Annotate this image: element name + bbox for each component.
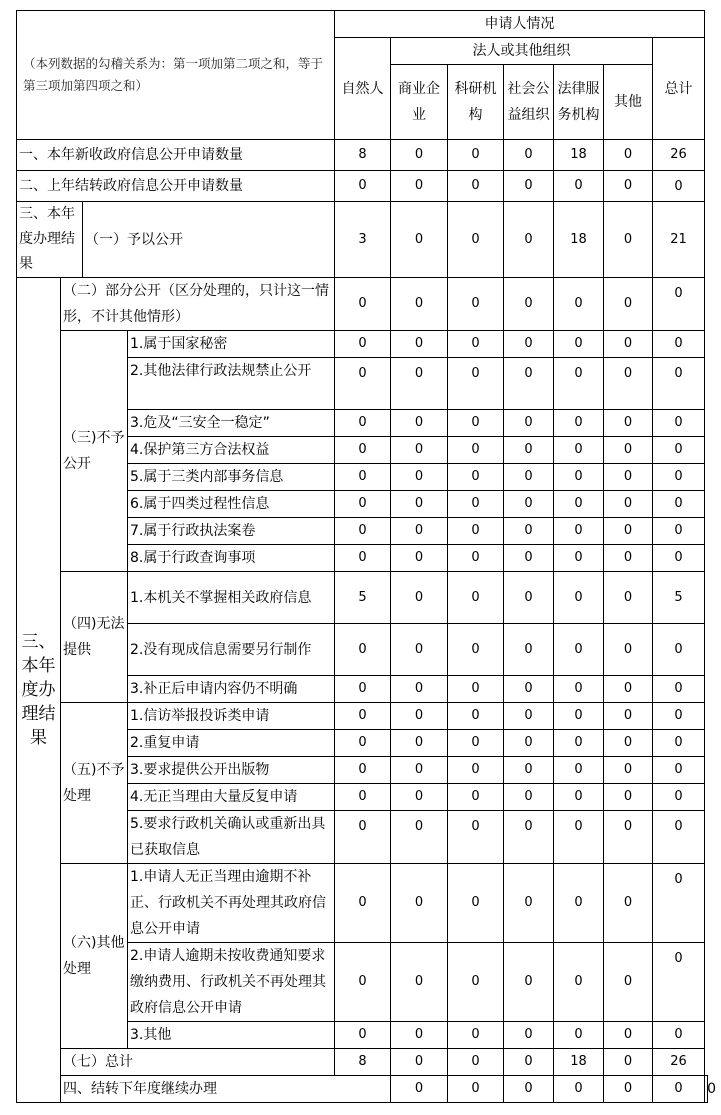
- cell: 0: [653, 943, 705, 1022]
- cell: 0: [604, 811, 653, 864]
- cell: 0: [653, 410, 705, 437]
- cell: 0: [604, 410, 653, 437]
- header-research: 科研机构: [448, 65, 504, 140]
- cell: 0: [391, 278, 448, 331]
- cell: 0: [554, 1076, 604, 1103]
- cell: 0: [391, 757, 448, 784]
- row-label: 4.保护第三方合法权益: [128, 437, 335, 464]
- row-label: 四、结转下年度继续办理: [61, 1076, 391, 1103]
- cell: 0: [448, 1076, 504, 1103]
- cell: 8: [335, 140, 391, 171]
- cell: 0: [604, 757, 653, 784]
- cell: 0: [448, 676, 504, 703]
- cell: 0: [554, 730, 604, 757]
- cell: 18: [554, 1049, 604, 1076]
- cell: 0: [554, 491, 604, 518]
- cell: 0: [604, 437, 653, 464]
- cell: 0: [391, 1049, 448, 1076]
- row-label: 2.没有现成信息需要另行制作: [128, 624, 335, 676]
- cell: 0: [604, 784, 653, 811]
- cell: 0: [504, 757, 554, 784]
- cell: 0: [653, 545, 705, 572]
- cell: 0: [653, 331, 705, 358]
- table-row: [17, 140, 708, 171]
- cell: 0: [335, 171, 391, 202]
- table-row: [17, 864, 708, 943]
- cell: 0: [504, 410, 554, 437]
- row-label: 二、上年结转政府信息公开申请数量: [17, 171, 335, 202]
- row-label: 7.属于行政执法案卷: [128, 518, 335, 545]
- cell: 0: [554, 518, 604, 545]
- cell: 0: [391, 171, 448, 202]
- group-label-other-processing: （六)其他处理: [61, 864, 128, 1049]
- cell: 0: [504, 1076, 554, 1103]
- cell: 0: [391, 140, 448, 171]
- cell: 0: [604, 730, 653, 757]
- cell: 0: [448, 140, 504, 171]
- cell: 0: [448, 171, 504, 202]
- cell: 0: [653, 464, 705, 491]
- cell: 0: [504, 864, 554, 943]
- section3-top-label: 三、本年度办理结果: [17, 202, 83, 278]
- cell: 0: [554, 572, 604, 624]
- cell: 0: [653, 1022, 705, 1049]
- cell: 0: [653, 676, 705, 703]
- row-label: 6.属于四类过程性信息: [128, 491, 335, 518]
- row-label: 3.危及“三安全一稳定”: [128, 410, 335, 437]
- cell: 0: [448, 545, 504, 572]
- cell: 0: [391, 1022, 448, 1049]
- cell: 0: [554, 545, 604, 572]
- table-row: [17, 171, 708, 202]
- cell: 0: [604, 864, 653, 943]
- cell: 0: [554, 703, 604, 730]
- cell: 0: [391, 331, 448, 358]
- cell: 18: [554, 140, 604, 171]
- cell: 0: [504, 518, 554, 545]
- group-label-cannot-provide: （四)无法提供: [61, 572, 128, 703]
- cell: 0: [604, 1076, 653, 1103]
- section3-left-label: 三、本年度办理结果: [17, 278, 61, 1103]
- cell: 0: [335, 730, 391, 757]
- cell: 0: [448, 757, 504, 784]
- row-label: 1.属于国家秘密: [128, 331, 335, 358]
- cell: 0: [653, 358, 705, 410]
- header-business: 商业企业: [391, 65, 448, 140]
- cell: 0: [604, 278, 653, 331]
- table-row: [17, 202, 708, 278]
- cell: 0: [554, 437, 604, 464]
- cell: 0: [335, 358, 391, 410]
- cell: 0: [448, 1049, 504, 1076]
- cell: 0: [504, 1022, 554, 1049]
- cell: 0: [391, 410, 448, 437]
- cell: 0: [448, 464, 504, 491]
- cell: 0: [448, 358, 504, 410]
- cell: 0: [554, 811, 604, 864]
- cell: 0: [604, 464, 653, 491]
- cell: 0: [504, 572, 554, 624]
- cell: 0: [653, 703, 705, 730]
- cell: 0: [604, 943, 653, 1022]
- table-row: [17, 278, 708, 331]
- disclosure-stats-table: [16, 10, 717, 1103]
- cell: 0: [448, 784, 504, 811]
- cell: 26: [653, 1049, 705, 1076]
- cell: 0: [335, 278, 391, 331]
- row-label: 2.申请人逾期未按收费通知要求缴纳费用、行政机关不再处理其政府信息公开申请: [128, 943, 335, 1022]
- cell: 0: [504, 624, 554, 676]
- cell: 0: [604, 703, 653, 730]
- cell: 0: [335, 437, 391, 464]
- cell: 0: [554, 943, 604, 1022]
- header-legal-and-other: 法人或其他组织: [391, 38, 653, 65]
- cell: 0: [604, 518, 653, 545]
- cell: 0: [448, 410, 504, 437]
- header-other: 其他: [604, 65, 653, 140]
- cell: 0: [604, 331, 653, 358]
- row-label: 5.要求行政机关确认或重新出具已获取信息: [128, 811, 335, 864]
- cell: 0: [448, 730, 504, 757]
- cell: 0: [554, 464, 604, 491]
- row-label: 5.属于三类内部事务信息: [128, 464, 335, 491]
- cell: 0: [504, 545, 554, 572]
- table-note: （本列数据的勾稽关系为：第一项加第二项之和，等于第三项加第四项之和）: [17, 11, 335, 140]
- cell: 0: [335, 545, 391, 572]
- cell: 0: [391, 202, 448, 278]
- row-label: 一、本年新收政府信息公开申请数量: [17, 140, 335, 171]
- row-label: （一）予以公开: [83, 202, 335, 278]
- cell: 0: [391, 358, 448, 410]
- row-label: 2.其他法律行政法规禁止公开: [128, 358, 335, 410]
- cell: 0: [391, 572, 448, 624]
- cell: 0: [554, 331, 604, 358]
- cell: 0: [335, 703, 391, 730]
- cell: 0: [391, 437, 448, 464]
- cell: 0: [554, 278, 604, 331]
- cell: 0: [554, 171, 604, 202]
- cell: 0: [391, 811, 448, 864]
- cell: 0: [504, 331, 554, 358]
- cell: 0: [653, 491, 705, 518]
- cell: 0: [604, 676, 653, 703]
- table-row: [17, 703, 708, 730]
- cell: 0: [448, 437, 504, 464]
- cell: 0: [604, 572, 653, 624]
- cell: 0: [391, 545, 448, 572]
- table-row: [17, 1076, 708, 1103]
- cell: 0: [504, 464, 554, 491]
- row-label: 1.申请人无正当理由逾期不补正、行政机关不再处理其政府信息公开申请: [128, 864, 335, 943]
- cell: 0: [448, 278, 504, 331]
- table-row: [17, 1049, 708, 1076]
- cell: 0: [653, 518, 705, 545]
- header-legal-service: 法律服务机构: [554, 65, 604, 140]
- cell: 0: [504, 784, 554, 811]
- cell: 0: [335, 624, 391, 676]
- table-row: [17, 572, 708, 624]
- cell: 26: [653, 140, 705, 171]
- cell: 0: [504, 171, 554, 202]
- cell: 0: [504, 491, 554, 518]
- cell: 0: [653, 730, 705, 757]
- cell: 0: [554, 676, 604, 703]
- group-label-withhold: （三)不予公开: [61, 331, 128, 572]
- cell: 18: [554, 202, 604, 278]
- cell: 3: [335, 202, 391, 278]
- cell: 0: [653, 278, 705, 331]
- cell: 0: [504, 278, 554, 331]
- row-label: 3.补正后申请内容仍不明确: [128, 676, 335, 703]
- header-total: 总计: [653, 38, 705, 140]
- row-label: 2.重复申请: [128, 730, 335, 757]
- cell: 0: [448, 1022, 504, 1049]
- cell: 0: [604, 624, 653, 676]
- cell: 0: [391, 1076, 448, 1103]
- cell: 0: [335, 676, 391, 703]
- cell: 0: [604, 171, 653, 202]
- cell: 0: [391, 784, 448, 811]
- cell: 0: [653, 811, 705, 864]
- cell: 0: [554, 784, 604, 811]
- row-label: 1.信访举报投诉类申请: [128, 703, 335, 730]
- header-applicant-situation: 申请人情况: [335, 11, 705, 38]
- cell: 0: [391, 864, 448, 943]
- cell: 0: [335, 943, 391, 1022]
- cell: 0: [391, 624, 448, 676]
- cell: 21: [653, 202, 705, 278]
- cell: 0: [448, 202, 504, 278]
- cell: 0: [504, 811, 554, 864]
- row-label: 1.本机关不掌握相关政府信息: [128, 572, 335, 624]
- cell: 0: [335, 331, 391, 358]
- header-natural-person: 自然人: [335, 38, 391, 140]
- cell: 0: [604, 491, 653, 518]
- cell: 0: [391, 518, 448, 545]
- cell: 0: [604, 1022, 653, 1049]
- cell: 0: [448, 811, 504, 864]
- cell: 0: [653, 757, 705, 784]
- cell: 0: [504, 437, 554, 464]
- cell: 0: [448, 624, 504, 676]
- row-label: 8.属于行政查询事项: [128, 545, 335, 572]
- cell: 0: [335, 784, 391, 811]
- cell: 0: [504, 358, 554, 410]
- cell: 0: [705, 1076, 708, 1103]
- cell: 0: [448, 572, 504, 624]
- cell: 0: [391, 730, 448, 757]
- cell: 0: [448, 864, 504, 943]
- cell: 0: [504, 1049, 554, 1076]
- cell: 0: [604, 1049, 653, 1076]
- cell: 0: [554, 864, 604, 943]
- cell: 0: [335, 518, 391, 545]
- cell: 0: [653, 624, 705, 676]
- cell: 0: [504, 202, 554, 278]
- cell: 0: [391, 703, 448, 730]
- cell: 0: [504, 730, 554, 757]
- cell: 0: [335, 757, 391, 784]
- cell: 0: [554, 410, 604, 437]
- cell: 0: [653, 1076, 705, 1103]
- cell: 0: [448, 703, 504, 730]
- group-label-not-processed: （五)不予处理: [61, 703, 128, 864]
- cell: 0: [554, 757, 604, 784]
- cell: 0: [391, 676, 448, 703]
- cell: 0: [448, 491, 504, 518]
- cell: 0: [653, 784, 705, 811]
- cell: 0: [604, 140, 653, 171]
- row-label: 4.无正当理由大量反复申请: [128, 784, 335, 811]
- cell: 5: [335, 572, 391, 624]
- cell: 0: [504, 943, 554, 1022]
- row-label: 3.其他: [128, 1022, 335, 1049]
- cell: 5: [653, 572, 705, 624]
- header-social-org: 社会公益组织: [504, 65, 554, 140]
- cell: 0: [391, 491, 448, 518]
- cell: 0: [391, 464, 448, 491]
- cell: 0: [604, 202, 653, 278]
- cell: 0: [335, 410, 391, 437]
- cell: 0: [554, 624, 604, 676]
- cell: 0: [448, 331, 504, 358]
- cell: 0: [604, 545, 653, 572]
- cell: 8: [335, 1049, 391, 1076]
- table-row: [17, 331, 708, 358]
- cell: 0: [504, 703, 554, 730]
- row-label: （七）总计: [61, 1049, 335, 1076]
- cell: 0: [335, 464, 391, 491]
- cell: 0: [504, 676, 554, 703]
- cell: 0: [335, 864, 391, 943]
- row-label: 3.要求提供公开出版物: [128, 757, 335, 784]
- row-label: （二）部分公开（区分处理的，只计这一情形，不计其他情形）: [61, 278, 335, 331]
- cell: 0: [554, 358, 604, 410]
- cell: 0: [653, 171, 705, 202]
- cell: 0: [335, 1022, 391, 1049]
- cell: 0: [335, 811, 391, 864]
- cell: 0: [504, 140, 554, 171]
- cell: 0: [604, 358, 653, 410]
- cell: 0: [653, 437, 705, 464]
- cell: 0: [554, 1022, 604, 1049]
- cell: 0: [448, 518, 504, 545]
- cell: 0: [391, 943, 448, 1022]
- cell: 0: [335, 491, 391, 518]
- cell: 0: [448, 943, 504, 1022]
- cell: 0: [653, 864, 705, 943]
